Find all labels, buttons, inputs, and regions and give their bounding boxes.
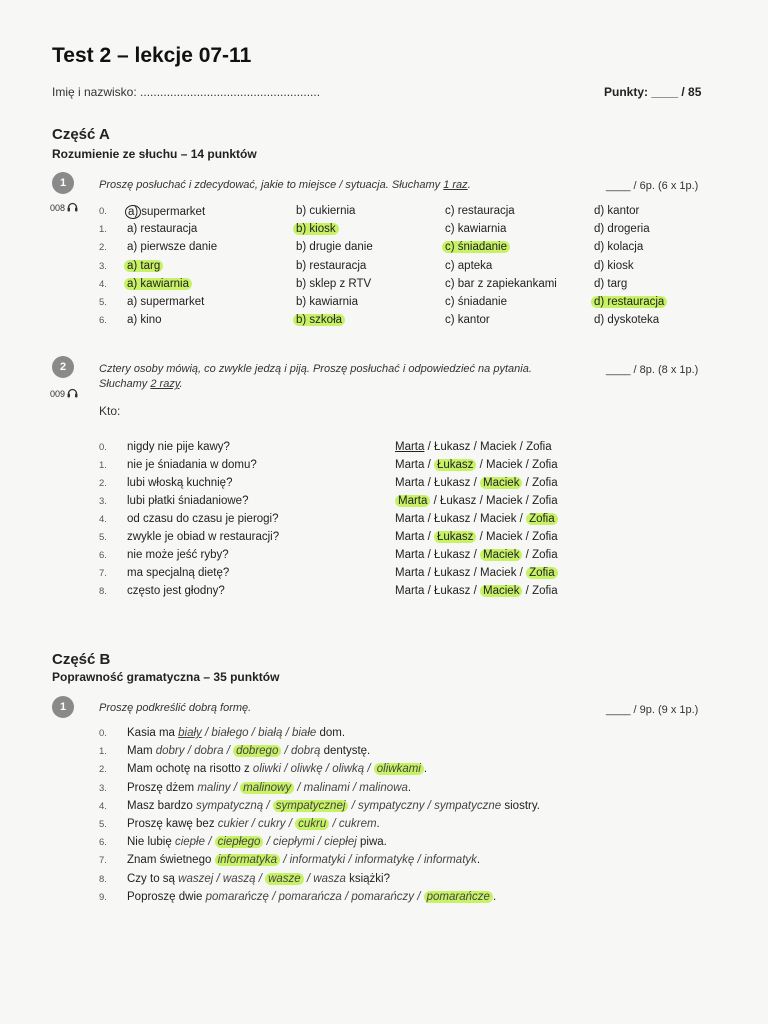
row-number: 6.	[99, 837, 107, 849]
sentence-row	[127, 891, 496, 903]
row-number: 7.	[99, 855, 107, 867]
circled-answer-marker: a)	[125, 205, 141, 219]
highlighted-answer: Maciek	[480, 549, 522, 561]
row-number: 1.	[99, 746, 107, 758]
answer-option-text: b) sklep z RTV	[296, 277, 372, 290]
exercise-instruction: Proszę podkreślić dobrą formę.	[99, 702, 252, 714]
person-option: Łukasz	[434, 477, 471, 489]
answer-option-c	[445, 241, 510, 253]
person-option: Marta	[395, 513, 425, 525]
form-option: waszej	[178, 872, 214, 885]
person-option: Maciek	[486, 531, 523, 543]
separator: /	[424, 459, 434, 471]
highlighted-answer: ciepłego	[215, 836, 264, 848]
separator: /	[248, 818, 259, 830]
form-option: informatykę	[354, 854, 415, 867]
form-option: sympatyczne	[434, 799, 502, 812]
question-text: nie je śniadania w domu?	[127, 459, 257, 471]
separator: /	[263, 836, 274, 849]
person-option: Marta	[395, 567, 425, 579]
highlighted-answer: b) kiosk	[293, 223, 339, 235]
separator: /	[522, 585, 533, 597]
sentence-row	[127, 836, 387, 848]
form-option: informatyki	[289, 854, 346, 867]
form-option: ciepłymi	[273, 836, 315, 849]
row-number: 0.	[99, 442, 107, 453]
sentence-start: Proszę kawę bez	[127, 818, 218, 830]
separator: /	[414, 854, 424, 867]
person-option: Zofia	[532, 459, 558, 471]
row-number: 1.	[99, 224, 107, 236]
separator: /	[294, 781, 304, 794]
answer-option-text: c) bar z zapiekankami	[445, 277, 557, 290]
separator: /	[522, 531, 533, 543]
person-option: Marta	[395, 477, 425, 489]
person-option: Łukasz	[434, 513, 471, 525]
answer-option-d	[594, 296, 667, 308]
row-number: 3.	[99, 496, 107, 507]
sentence-row	[127, 854, 480, 866]
answer-option-text: c) śniadanie	[445, 296, 508, 308]
row-number: 5.	[99, 819, 107, 830]
person-option: Łukasz	[434, 441, 471, 453]
separator: /	[348, 799, 358, 812]
person-option: Łukasz	[440, 495, 477, 507]
question-text: nie może jeść ryby?	[127, 549, 229, 561]
part-a-subtitle: Rozumienie ze słuchu – 14 punktów	[52, 147, 257, 161]
exercise-instruction: Cztery osoby mówią, co zwykle jedzą i piją. Proszę posłuchać i odpowiedzieć na pytania.	[99, 363, 532, 375]
row-number: 8.	[99, 586, 107, 597]
separator: /	[255, 872, 266, 885]
row-number: 6.	[99, 550, 107, 561]
answer-option-text: d) drogeria	[594, 223, 650, 236]
question-text: zwykle je obiad w restauracji?	[127, 531, 280, 543]
form-option: ciepłej	[324, 836, 357, 849]
person-option: Zofia	[532, 477, 558, 489]
answer-option-b	[296, 223, 339, 235]
question-text: od czasu do czasu je pierogi?	[127, 513, 279, 525]
underlined-answer: biały	[178, 727, 202, 739]
row-number: 5.	[99, 297, 107, 308]
person-option: Marta	[395, 585, 425, 597]
answer-option-b	[296, 241, 373, 253]
answer-option-text: b) restauracja	[296, 259, 367, 272]
answer-option-a	[127, 314, 162, 326]
form-option: cukry	[258, 818, 286, 830]
highlighted-answer: Maciek	[480, 585, 522, 597]
separator: /	[424, 477, 434, 489]
highlighted-answer: Marta	[395, 495, 430, 507]
sentence-end: siostry.	[501, 799, 540, 812]
form-option: ciepłe	[174, 836, 206, 849]
highlighted-answer: c) śniadanie	[442, 241, 510, 253]
question-text: lubi włoską kuchnię?	[127, 477, 233, 489]
form-option: sympatyczny	[358, 799, 425, 812]
form-option: cukrem	[338, 818, 377, 830]
person-choice-row	[395, 549, 558, 561]
sentence-end: piwa.	[356, 836, 387, 849]
sentence-start: Mam ochotę na risotto z	[127, 763, 253, 776]
answer-option-a	[127, 296, 204, 308]
highlighted-answer: oliwkami	[374, 763, 424, 775]
sentence-end: .	[423, 763, 428, 776]
sentence-start: Masz bardzo	[127, 799, 197, 812]
form-option: pomarańczy	[351, 890, 415, 903]
sentence-start: Czy to są	[127, 872, 179, 885]
audio-track-number: 009	[50, 389, 66, 399]
form-option: wasza	[313, 872, 346, 885]
separator: /	[522, 459, 533, 471]
answer-option-d	[594, 314, 659, 326]
answer-option-a	[127, 241, 217, 253]
row-number: 9.	[99, 891, 107, 903]
separator: /	[424, 585, 434, 597]
exercise-instruction-line2: Słuchamy 2 razy.	[99, 378, 183, 390]
answer-option-b	[296, 260, 366, 272]
form-option: pomarańcza	[278, 890, 342, 903]
answer-option-a	[127, 260, 163, 272]
exercise-instruction: Proszę posłuchać i zdecydować, jakie to miejsce / sytuacja. Słuchamy 1 raz.	[99, 179, 471, 191]
answer-option-b	[296, 314, 345, 326]
separator: /	[303, 872, 314, 885]
answer-option-a	[127, 223, 197, 235]
answer-option-text: d) kantor	[594, 205, 640, 217]
form-option: maliny	[197, 781, 231, 794]
highlighted-answer: malinowy	[240, 782, 294, 794]
person-choice-row	[395, 531, 558, 543]
form-option: białą	[258, 727, 283, 739]
separator: /	[470, 549, 481, 561]
answer-option-c	[445, 223, 506, 235]
highlighted-answer: sympatycznej	[273, 800, 349, 812]
separator: /	[280, 854, 290, 867]
answer-option-c	[445, 205, 515, 217]
person-option: Marta	[395, 531, 425, 543]
person-choice-row	[395, 513, 558, 525]
person-choice-row	[395, 585, 558, 597]
audio-track	[50, 388, 78, 400]
part-b-title: Część B	[52, 651, 111, 668]
separator: /	[424, 799, 435, 812]
person-choice-row	[395, 441, 552, 453]
answer-option-text: b) kawiarnia	[296, 296, 358, 308]
highlighted-answer: d) restauracja	[591, 296, 667, 308]
question-text: lubi płatki śniadaniowe?	[127, 495, 249, 507]
separator: /	[341, 890, 352, 903]
person-option: Łukasz	[434, 567, 471, 579]
form-option: cukier	[217, 818, 249, 830]
person-choice-row	[395, 459, 558, 471]
separator: /	[414, 890, 424, 903]
answer-option-d	[594, 205, 639, 217]
answer-option-text: a) supermarket	[127, 296, 205, 308]
separator: /	[268, 890, 279, 903]
headphones-icon	[67, 202, 78, 214]
sentence-start: Proszę dżem	[127, 781, 198, 794]
answer-option-text: c) kawiarnia	[445, 223, 507, 236]
person-choice-row	[395, 477, 558, 489]
form-option: dobra	[194, 745, 224, 758]
answer-option-c	[445, 260, 492, 272]
separator: /	[424, 567, 434, 579]
form-option: informatyk	[423, 854, 477, 867]
answer-option-a	[125, 205, 205, 219]
person-option: Maciek	[480, 567, 517, 579]
question-text: ma specjalną dietę?	[127, 567, 230, 579]
person-option: Zofia	[526, 441, 552, 453]
points-label: Punkty: ____ / 85	[604, 85, 702, 99]
answer-option-text: d) kiosk	[594, 259, 634, 272]
sentence-start: Znam świetnego	[127, 854, 215, 867]
separator: /	[516, 513, 527, 525]
separator: /	[476, 495, 487, 507]
separator: /	[201, 727, 212, 739]
answer-option-text: b) cukiernia	[296, 205, 356, 217]
sentence-end: dom.	[316, 727, 346, 739]
separator: /	[205, 836, 215, 849]
sentence-row	[127, 727, 345, 739]
sentence-row	[127, 818, 380, 830]
part-b-subtitle: Poprawność gramatyczna – 35 punktów	[52, 670, 280, 684]
answer-option-c	[445, 314, 490, 326]
sentence-end: .	[407, 781, 412, 794]
answer-option-d	[594, 260, 634, 272]
separator: /	[424, 531, 434, 543]
separator: /	[213, 872, 223, 885]
row-number: 5.	[99, 532, 107, 543]
row-number: 4.	[99, 514, 107, 525]
separator: /	[223, 745, 234, 758]
separator: /	[285, 818, 296, 830]
form-option: waszą	[222, 872, 256, 885]
person-option: Maciek	[486, 459, 523, 471]
form-option: dobry	[155, 745, 185, 758]
form-option: pomarańczę	[205, 890, 269, 903]
person-option: Łukasz	[434, 585, 471, 597]
exercise-number-badge: 1	[52, 696, 74, 718]
audio-track-number: 008	[50, 203, 66, 213]
sentence-row	[127, 873, 390, 885]
separator: /	[364, 763, 374, 776]
who-label: Kto:	[99, 404, 121, 418]
sentence-end: .	[492, 890, 497, 903]
person-choice-row	[395, 495, 558, 507]
sentence-end: .	[376, 818, 380, 830]
separator: /	[470, 585, 481, 597]
row-number: 3.	[99, 782, 107, 794]
highlighted-answer: a) kawiarnia	[124, 278, 192, 290]
separator: /	[424, 513, 434, 525]
separator: /	[314, 836, 325, 849]
underlined-answer: Marta	[395, 441, 425, 453]
question-text: nigdy nie pije kawy?	[127, 441, 230, 453]
row-number: 2.	[99, 242, 107, 254]
sentence-row	[127, 782, 411, 794]
answer-option-text: d) kolacja	[594, 241, 644, 254]
form-option: białe	[291, 727, 317, 739]
form-option: malinowa	[359, 781, 408, 794]
answer-option-a	[127, 278, 192, 290]
separator: /	[516, 441, 527, 453]
sentence-end: .	[476, 854, 481, 867]
row-number: 4.	[99, 278, 107, 290]
separator: /	[522, 549, 533, 561]
sentence-row	[127, 745, 370, 757]
form-option: malinami	[303, 781, 350, 794]
separator: /	[522, 495, 533, 507]
person-option: Zofia	[532, 531, 558, 543]
row-number: 2.	[99, 478, 107, 489]
answer-option-d	[594, 241, 643, 253]
person-option: Marta	[395, 459, 425, 471]
form-option: dobrą	[290, 745, 321, 758]
highlighted-answer: a) targ	[124, 260, 163, 272]
answer-option-text: d) targ	[594, 277, 628, 290]
sentence-start: Poproszę dwie	[127, 890, 206, 903]
person-option: Marta	[395, 549, 425, 561]
exercise-number-badge: 2	[52, 356, 74, 378]
row-number: 3.	[99, 260, 107, 272]
row-number: 6.	[99, 315, 107, 327]
answer-option-text: a) kino	[127, 314, 162, 327]
row-number: 8.	[99, 873, 107, 885]
form-option: oliwkę	[290, 763, 323, 776]
separator: /	[476, 459, 487, 471]
separator: /	[345, 854, 355, 867]
separator: /	[281, 745, 291, 758]
part-a-title: Część A	[52, 126, 110, 143]
highlighted-answer: Maciek	[480, 477, 522, 489]
answer-option-text: a) pierwsze danie	[127, 241, 218, 254]
sentence-row	[127, 800, 540, 812]
answer-option-d	[594, 223, 650, 235]
row-number: 7.	[99, 568, 107, 579]
highlighted-answer: dobrego	[233, 745, 281, 757]
separator: /	[522, 477, 533, 489]
sentence-start: Mam	[127, 745, 156, 758]
separator: /	[230, 781, 241, 794]
separator: /	[282, 727, 292, 739]
audio-track	[50, 202, 78, 214]
answer-option-d	[594, 278, 627, 290]
exercise-score: ____ / 9p. (9 x 1p.)	[606, 704, 699, 716]
row-number: 4.	[99, 800, 107, 812]
highlighted-answer: Łukasz	[434, 459, 476, 471]
person-option: Maciek	[480, 513, 517, 525]
form-option: białego	[211, 727, 249, 739]
answer-option-b	[296, 205, 355, 217]
answer-option-text: d) dyskoteka	[594, 314, 660, 327]
person-option: Zofia	[532, 495, 558, 507]
highlighted-answer: pomarańcze	[424, 891, 493, 903]
exercise-score: ____ / 6p. (6 x 1p.)	[606, 180, 699, 192]
separator: /	[470, 477, 481, 489]
separator: /	[349, 781, 360, 794]
separator: /	[263, 799, 273, 812]
highlighted-answer: wasze	[265, 873, 304, 885]
sentence-end: dentystę.	[320, 745, 371, 758]
answer-option-text: supermarket	[141, 206, 206, 218]
person-option: Maciek	[486, 495, 523, 507]
separator: /	[470, 513, 481, 525]
highlighted-answer: b) szkoła	[293, 314, 345, 326]
separator: /	[424, 441, 434, 453]
row-number: 1.	[99, 460, 107, 471]
answer-option-c	[445, 278, 557, 290]
highlighted-answer: Łukasz	[434, 531, 476, 543]
separator: /	[329, 818, 339, 830]
row-number: 0.	[99, 728, 107, 739]
form-option: oliwką	[332, 763, 365, 776]
answer-option-text: c) apteka	[445, 259, 493, 272]
separator: /	[470, 567, 481, 579]
highlighted-answer: Zofia	[526, 567, 558, 579]
row-number: 2.	[99, 764, 107, 776]
form-option: sympatyczną	[196, 799, 264, 812]
answer-option-text: a) restauracja	[127, 223, 198, 236]
sentence-start: Kasia ma	[127, 727, 179, 739]
page-title: Test 2 – lekcje 07-11	[52, 44, 252, 67]
separator: /	[424, 549, 434, 561]
highlighted-answer: informatyka	[215, 854, 280, 866]
separator: /	[184, 745, 195, 758]
exercise-score: ____ / 8p. (8 x 1p.)	[606, 364, 699, 376]
answer-option-text: c) restauracja	[445, 205, 515, 217]
headphones-icon	[67, 388, 78, 400]
sentence-end: książki?	[345, 872, 391, 885]
name-field-label: Imię i nazwisko: ......................................................	[52, 85, 321, 99]
answer-option-c	[445, 296, 507, 308]
form-option: oliwki	[252, 763, 282, 776]
answer-option-b	[296, 278, 371, 290]
sentence-start: Nie lubię	[127, 836, 175, 849]
question-text: często jest głodny?	[127, 585, 225, 597]
highlighted-answer: Zofia	[526, 513, 558, 525]
separator: /	[281, 763, 291, 776]
answer-option-text: b) drugie danie	[296, 241, 373, 254]
separator: /	[430, 495, 440, 507]
person-option: Zofia	[532, 549, 558, 561]
answer-option-b	[296, 296, 358, 308]
separator: /	[322, 763, 333, 776]
sentence-row	[127, 763, 427, 775]
separator: /	[248, 727, 259, 739]
separator: /	[476, 531, 487, 543]
exercise-number-badge: 1	[52, 172, 74, 194]
answer-option-text: c) kantor	[445, 314, 490, 327]
person-option: Maciek	[480, 441, 517, 453]
person-option: Łukasz	[434, 549, 471, 561]
person-option: Zofia	[532, 585, 558, 597]
separator: /	[516, 567, 527, 579]
separator: /	[470, 441, 481, 453]
person-choice-row	[395, 567, 558, 579]
row-number: 0.	[99, 206, 107, 217]
highlighted-answer: cukru	[295, 818, 329, 830]
